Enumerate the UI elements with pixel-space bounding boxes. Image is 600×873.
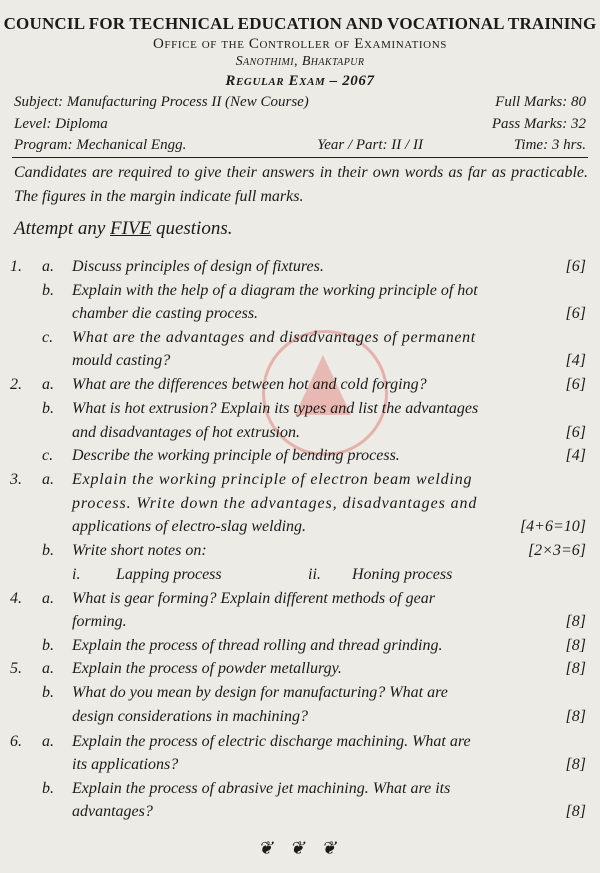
- question-4b: b. Explain the process of thread rolling and thread grinding. [8]: [42, 637, 586, 654]
- time: Time: 3 hrs.: [513, 137, 586, 153]
- marks: [4+6=10]: [519, 518, 586, 535]
- marks: [8]: [565, 637, 586, 654]
- question-6b: b. Explain the process of abrasive jet machining. What are its: [42, 780, 451, 797]
- marks: [8]: [565, 756, 586, 773]
- level: Level: Diploma: [14, 116, 108, 132]
- marks: [6]: [565, 305, 586, 322]
- marks: [8]: [565, 660, 586, 677]
- question-2c: c. Describe the working principle of bending process. [4]: [42, 447, 586, 464]
- question-5b: b. What do you mean by design for manufacturing? What are: [42, 684, 448, 701]
- council-title: COUNCIL FOR TECHNICAL EDUCATION AND VOCATIONAL TRAINING: [3, 14, 597, 33]
- question-1c: c. What are the advantages and disadvantages of permanent: [42, 329, 476, 346]
- meta-row-2: [14, 116, 586, 133]
- instructions: Candidates are required to give their answers in their own words as far as practicable. The figures in the margin indicate full marks.: [14, 164, 588, 205]
- marks: [6]: [565, 424, 586, 441]
- note-honing: Honing process: [352, 566, 453, 583]
- marks: [2×3=6]: [527, 542, 586, 559]
- marks: [4]: [565, 447, 586, 464]
- question-4a: 4. a. What is gear forming? Explain different methods of gear: [10, 590, 435, 607]
- question-1b: b. Explain with the help of a diagram the working principle of hot: [42, 282, 478, 299]
- note-lapping: Lapping process: [116, 566, 222, 583]
- full-marks: Full Marks: 80: [495, 94, 586, 110]
- attempt-count: FIVE: [110, 218, 152, 239]
- marks: [6]: [565, 376, 586, 393]
- question-2a: 2. a. What are the differences between hot and cold forging? [6]: [10, 376, 586, 393]
- year-part: Year / Part: II / II: [317, 137, 423, 153]
- address: Sanothimi, Bhaktapur: [235, 54, 365, 69]
- question-3a: 3. a. Explain the working principle of electron beam welding: [10, 471, 473, 488]
- question-1a: 1. a. Discuss principles of design of fixtures. [6]: [10, 258, 586, 275]
- meta-row-3: [14, 137, 586, 154]
- office-title: Office of the Controller of Examinations: [153, 36, 447, 52]
- subject: Subject: Manufacturing Process II (New Course): [14, 94, 309, 110]
- marks: [6]: [565, 258, 586, 275]
- meta-row-1: [14, 94, 586, 111]
- question-6a: 6. a. Explain the process of electric discharge machining. What are: [10, 733, 471, 750]
- header-divider: [12, 157, 588, 158]
- program: Program: Mechanical Engg.: [14, 137, 187, 153]
- exam-title: Regular Exam – 2067: [225, 73, 375, 89]
- pass-marks: Pass Marks: 32: [491, 116, 586, 132]
- marks: [8]: [565, 708, 586, 725]
- short-notes: i. Lapping process ii. Honing process: [72, 566, 453, 583]
- marks: [4]: [565, 352, 586, 369]
- marks: [8]: [565, 803, 586, 820]
- exam-paper: COUNCIL FOR TECHNICAL EDUCATION AND VOCATIONAL TRAINING Office of the Controller of Examinations Sanothimi, Bhaktapur Regular Exam – 2067 Subject: Manufacturing Process II (New Course) Full Marks: 80 Level: Diploma Pass Marks: 32 Program: Mechanical Engg. Year / Part: II / II Time: 3 hrs. Candidates are required to give their answers in their own words as far as practicable. The figures in the margin indicate full marks. Attempt any FIVE questions. 1. a. Discuss principles of design of fixtures. [6] b. Explain with the help of a diagram the working principle of hot chamber die casting process. [6] c. What are the advantages and disadvantages of permanent mould casting? [4] 2. a. What are the differences between hot and cold forging? [6] b. What is hot extrusion? Explain its types and list the advantages and disadvantages of hot extrusion. [6] c. Describe the working principle of bending process. [4] 3. a. Explain the working principle of electron beam welding process. Write down the advantages, disadvantages and applications of electro-slag welding. [4+6=10] b. Write short notes on: [2×3=6] i. Lapping process ii. Honing process 4. a. What is gear forming? Explain different methods of gear forming. [8] b. Explain the process of thread rolling and thread grinding. [8] 5. a. Explain the process of powder metallurgy. [8] b. What do you mean by design for manufacturing? What are design considerations in machining? [8] 6. a. Explain the process of electric discharge machining. What are its applications? [8] b. Explain the process of abrasive jet machining. What are its advantages? [8] ❦ ❦ ❦: [0, 0, 600, 873]
- question-3b: b. Write short notes on: [2×3=6]: [42, 542, 586, 559]
- marks: [8]: [565, 613, 586, 630]
- question-2b: b. What is hot extrusion? Explain its types and list the advantages: [42, 400, 479, 417]
- end-ornament-icon: ❦ ❦ ❦: [257, 838, 343, 858]
- attempt-line: Attempt any FIVE questions.: [14, 218, 233, 239]
- question-5a: 5. a. Explain the process of powder metallurgy. [8]: [10, 660, 586, 677]
